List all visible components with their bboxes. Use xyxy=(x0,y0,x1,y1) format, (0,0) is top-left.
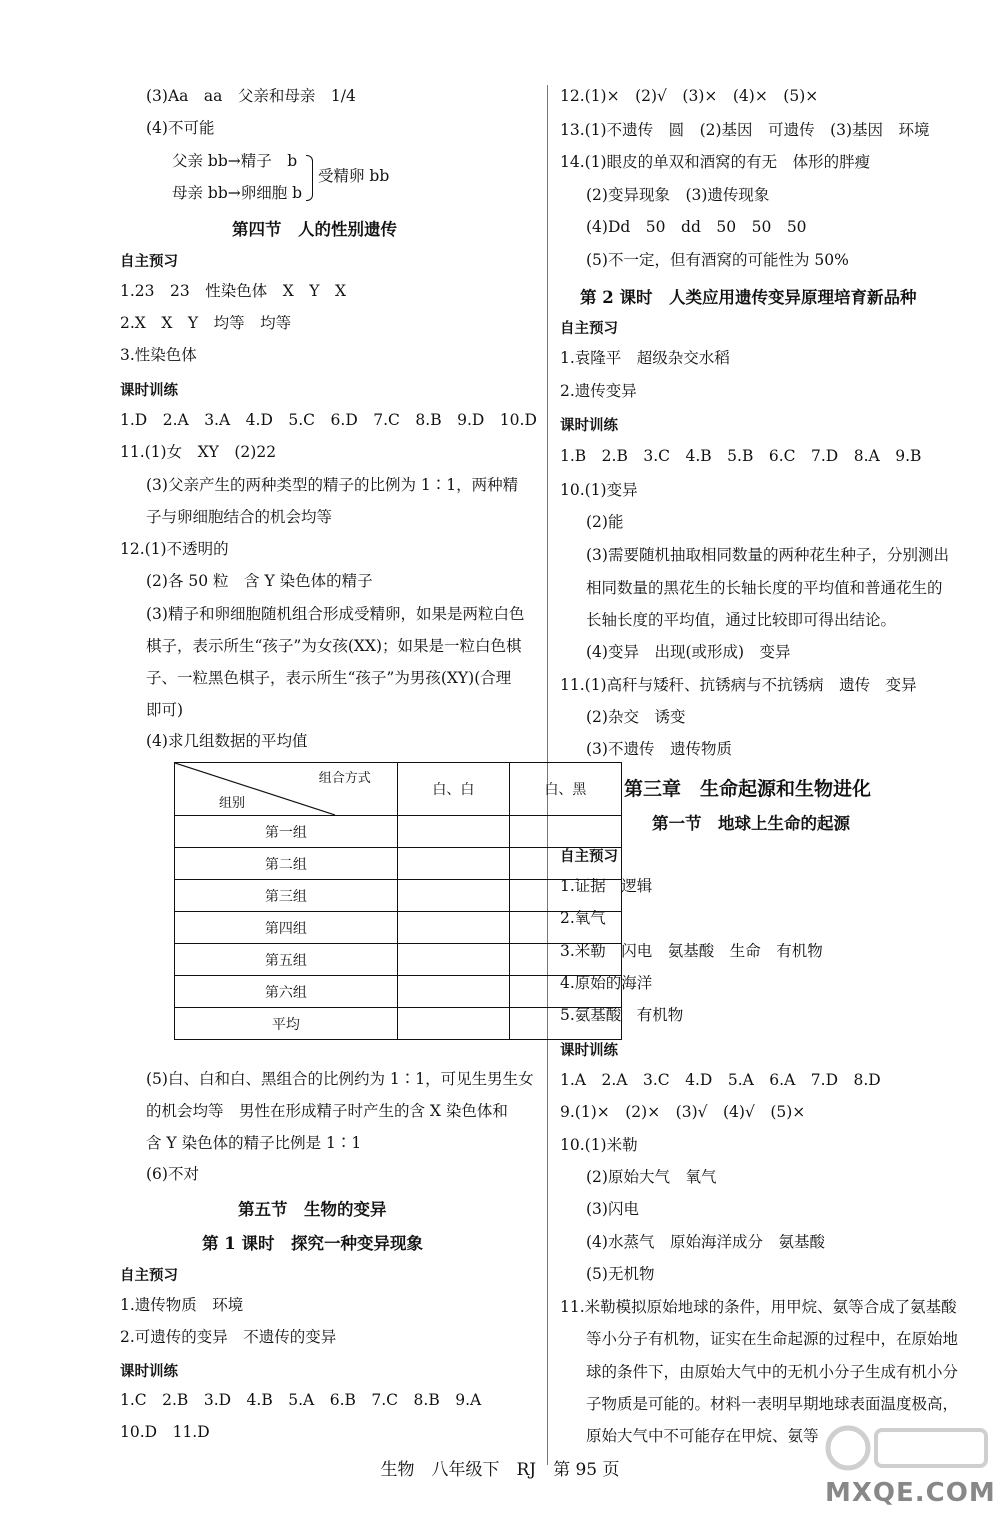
header-bottom-label: 组别 xyxy=(219,796,246,811)
answer-line: (2)原始大气 氧气 xyxy=(586,1168,717,1186)
subsection-label: 自主预习 xyxy=(120,253,178,270)
row-label: 平均 xyxy=(175,1008,398,1040)
answer-line: 3.米勒 闪电 氨基酸 生命 有机物 xyxy=(560,942,823,960)
row-label: 第三组 xyxy=(175,880,398,912)
table-row xyxy=(175,912,622,944)
table-cell xyxy=(509,816,621,848)
answer-line: (5)无机物 xyxy=(586,1265,655,1283)
diagonal-line xyxy=(175,763,335,815)
lesson-title: 第 1 课时 探究一种变异现象 xyxy=(202,1234,423,1253)
answer-line: 1.D 2.A 3.A 4.D 5.C 6.D 7.C 8.B 9.D 10.D xyxy=(120,411,537,429)
answer-line: 母亲 bb→卵细胞 b xyxy=(172,184,303,202)
answer-line: 12.(1)× (2)√ (3)× (4)× (5)× xyxy=(560,87,819,105)
answer-line: 9.(1)× (2)× (3)√ (4)√ (5)× xyxy=(560,1103,806,1121)
subsection-label: 课时训练 xyxy=(120,1363,178,1380)
table-row xyxy=(175,816,622,848)
row-label: 第四组 xyxy=(175,912,398,944)
subsection-label: 自主预习 xyxy=(560,848,618,865)
answer-line: 12.(1)不透明的 xyxy=(120,540,229,558)
answer-line: 2.可遗传的变异 不遗传的变异 xyxy=(120,1328,337,1346)
table-header-corner xyxy=(175,763,398,816)
subsection-label: 自主预习 xyxy=(560,320,618,337)
brace xyxy=(306,155,313,201)
answer-line: 11.米勒模拟原始地球的条件，用甲烷、氨等合成了氨基酸 xyxy=(560,1298,957,1316)
answer-line: 球的条件下，由原始大气中的无机小分子生成有机小分 xyxy=(586,1363,959,1381)
answer-line: 1.袁隆平 超级杂交水稻 xyxy=(560,349,730,367)
answer-line: 2.氧气 xyxy=(560,909,606,927)
answer-line: 14.(1)眼皮的单双和酒窝的有无 体形的胖瘦 xyxy=(560,153,871,171)
answer-line: 子、一粒黑色棋子，表示所生“孩子”为男孩(XY)(合理 xyxy=(146,669,512,687)
answer-line: 11.(1)高秆与矮秆、抗锈病与不抗锈病 遗传 变异 xyxy=(560,676,917,694)
answer-line: 13.(1)不遗传 圆 (2)基因 可遗传 (3)基因 环境 xyxy=(560,121,930,139)
answer-line: 子与卵细胞结合的机会均等 xyxy=(146,508,333,526)
table-cell xyxy=(397,912,509,944)
table-cell xyxy=(397,976,509,1008)
answer-line: 2.遗传变异 xyxy=(560,382,637,400)
subsection-label: 课时训练 xyxy=(120,382,178,399)
answer-line: 长轴长度的平均值，通过比较即可得出结论。 xyxy=(586,611,897,629)
answer-line: (4)变异 出现(或形成) 变异 xyxy=(586,643,791,661)
page-footer: 生物 八年级下 RJ 第 95 页 xyxy=(380,1460,620,1480)
answer-line: 1.遗传物质 环境 xyxy=(120,1296,244,1314)
answer-line: 棋子，表示所生“孩子”为女孩(XX)；如果是一粒白色棋 xyxy=(146,637,522,655)
answer-line: 父亲 bb→精子 b xyxy=(172,152,298,170)
answer-line: 10.(1)变异 xyxy=(560,481,638,499)
table-row xyxy=(175,880,622,912)
table-row xyxy=(175,848,622,880)
table-cell xyxy=(397,880,509,912)
answer-line: (5)白、白和白、黑组合的比例约为 1∶1，可见生男生女 xyxy=(146,1070,534,1088)
answer-line: (3)父亲产生的两种类型的精子的比例为 1∶1，两种精 xyxy=(146,476,519,494)
answer-line: 1.B 2.B 3.C 4.B 5.B 6.C 7.D 8.A 9.B xyxy=(560,447,922,465)
answer-line: (6)不对 xyxy=(146,1165,199,1183)
answer-line: (3)精子和卵细胞随机组合形成受精卵，如果是两粒白色 xyxy=(146,605,525,623)
answer-line: (2)能 xyxy=(586,513,624,531)
row-label: 第六组 xyxy=(175,976,398,1008)
answer-line: 1.23 23 性染色体 X Y X xyxy=(120,282,347,300)
subsection-label: 课时训练 xyxy=(560,1042,618,1059)
row-label: 第二组 xyxy=(175,848,398,880)
answer-line: (4)Dd 50 dd 50 50 50 xyxy=(586,218,807,236)
column-header: 白、黑 xyxy=(509,763,621,816)
subsection-label: 课时训练 xyxy=(560,417,618,434)
answer-line: 含 Y 染色体的精子比例是 1∶1 xyxy=(146,1134,362,1152)
answer-line: 3.性染色体 xyxy=(120,346,197,364)
answer-line: 子物质是可能的。材料一表明早期地球表面温度极高， xyxy=(586,1395,959,1413)
section-title: 第一节 地球上生命的起源 xyxy=(652,814,850,833)
answer-line: 1.A 2.A 3.C 4.D 5.A 6.A 7.D 8.D xyxy=(560,1071,881,1089)
section-title: 第五节 生物的变异 xyxy=(238,1200,387,1219)
answer-line: 1.C 2.B 3.D 4.B 5.A 6.B 7.C 8.B 9.A xyxy=(120,1391,482,1409)
table-row xyxy=(175,976,622,1008)
answer-line: 11.(1)女 XY (2)22 xyxy=(120,443,277,461)
answer-line: 相同数量的黑花生的长轴长度的平均值和普通花生的 xyxy=(586,579,943,597)
answer-line: (3)Aa aa 父亲和母亲 1/4 xyxy=(146,87,356,105)
row-label: 第五组 xyxy=(175,944,398,976)
answer-line: 5.氨基酸 有机物 xyxy=(560,1006,684,1024)
answer-line: (2)各 50 粒 含 Y 染色体的精子 xyxy=(146,572,373,590)
answer-line: 受精卵 bb xyxy=(318,167,390,185)
answer-line: (3)需要随机抽取相同数量的两种花生种子，分别测出 xyxy=(586,546,949,564)
answer-line: 2.X X Y 均等 均等 xyxy=(120,314,292,332)
answer-line: (4)求几组数据的平均值 xyxy=(146,732,308,750)
table-cell xyxy=(397,944,509,976)
answer-line: (3)闪电 xyxy=(586,1200,639,1218)
answer-line: 等小分子有机物，证实在生命起源的过程中，在原始地 xyxy=(586,1330,959,1348)
answer-line: (3)不遗传 遗传物质 xyxy=(586,740,732,758)
answer-line: 原始大气中不可能存在甲烷、氨等 xyxy=(586,1427,819,1445)
answer-line: (2)杂交 诱变 xyxy=(586,708,686,726)
table-row xyxy=(175,944,622,976)
answer-line: 即可) xyxy=(146,701,184,719)
answer-line: 4.原始的海洋 xyxy=(560,974,653,992)
section-title: 第四节 人的性别遗传 xyxy=(232,220,397,239)
answer-line: (4)水蒸气 原始海洋成分 氨基酸 xyxy=(586,1233,825,1251)
answer-line: 1.证据 逻辑 xyxy=(560,877,653,895)
table-cell xyxy=(397,848,509,880)
lesson-title: 第 2 课时 人类应用遗传变异原理培育新品种 xyxy=(580,288,917,307)
header-top-label: 组合方式 xyxy=(318,771,371,786)
answer-line: (4)不可能 xyxy=(146,119,215,137)
subsection-label: 自主预习 xyxy=(120,1267,178,1284)
table-cell xyxy=(397,816,509,848)
column-header: 白、白 xyxy=(397,763,509,816)
watermark-text: MXQE.COM xyxy=(825,1478,996,1508)
table-cell xyxy=(397,1008,509,1040)
row-label: 第一组 xyxy=(175,816,398,848)
answer-line: (5)不一定，但有酒窝的可能性为 50% xyxy=(586,251,849,269)
answer-line: 10.(1)米勒 xyxy=(560,1136,638,1154)
answer-line: 10.D 11.D xyxy=(120,1423,210,1441)
answer-line: (2)变异现象 (3)遗传现象 xyxy=(586,186,770,204)
table-row xyxy=(175,1008,622,1040)
data-table xyxy=(174,762,622,1040)
answer-line: 的机会均等 男性在形成精子时产生的含 X 染色体和 xyxy=(146,1102,508,1120)
chapter-title: 第三章 生命起源和生物进化 xyxy=(624,778,872,800)
